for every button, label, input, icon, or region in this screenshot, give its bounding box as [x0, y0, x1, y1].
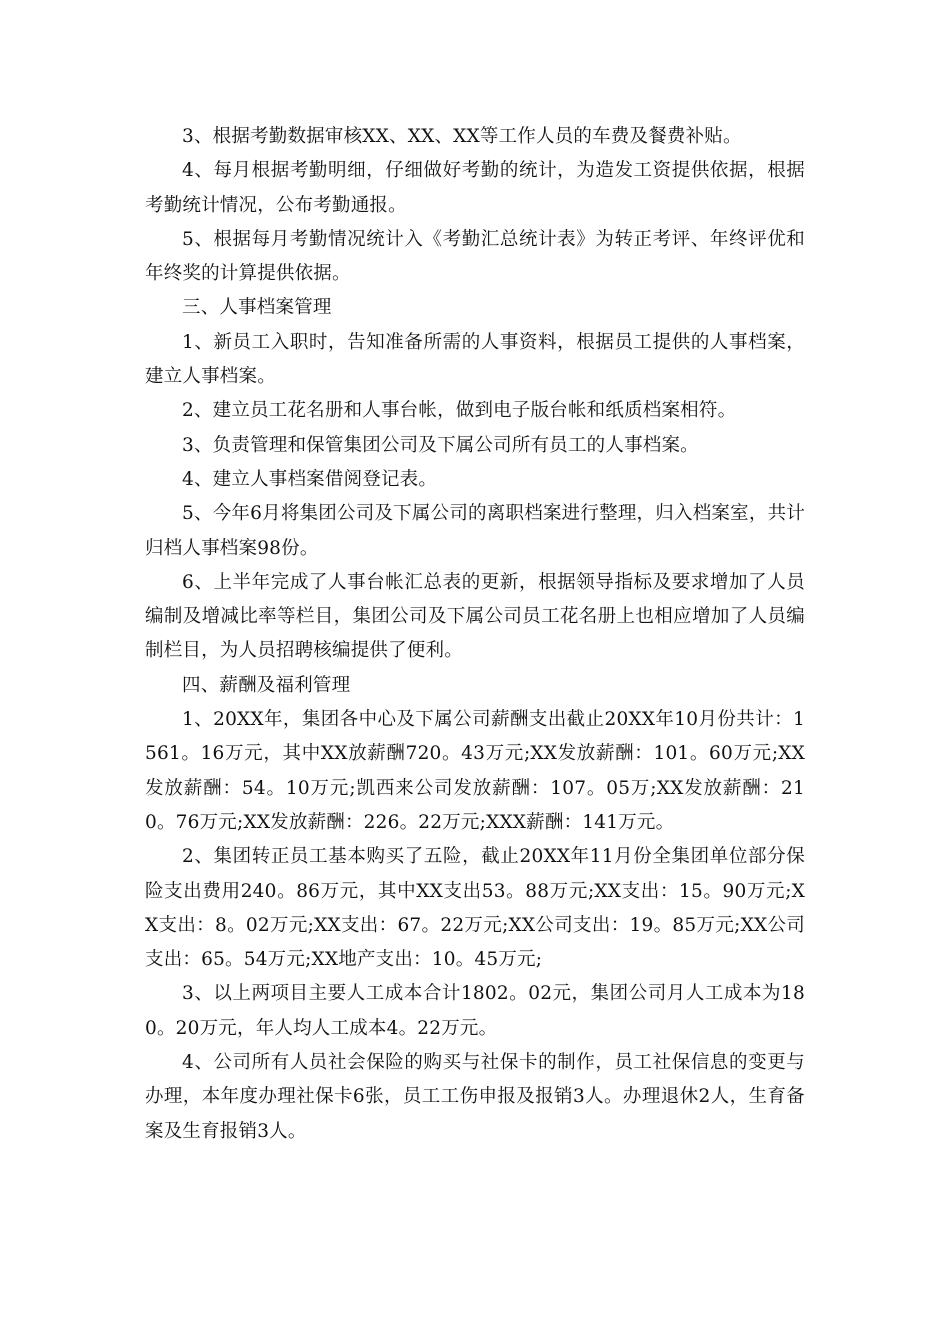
paragraph-files-1: 1、新员工入职时，告知准备所需的人事资料，根据员工提供的人事档案，建立人事档案。	[145, 331, 805, 388]
document-body	[145, 120, 805, 1149]
paragraph-attendance-5: 5、根据每月考勤情况统计入《考勤汇总统计表》为转正考评、年终评优和年终奖的计算提供依据。	[145, 228, 805, 285]
paragraph-compensation-1: 1、20XX年，集团各中心及下属公司薪酬支出截止20XX年10月份共计：1561。16万元，其中XX放薪酬720。43万元;XX发放薪酬：101。60万元;XX发放薪酬：54。10万元;凯西来公司发放薪酬：107。05万;XX发放薪酬：210。76万元;XX发放薪酬：226。22万元;XXX薪酬：141万元。	[145, 709, 805, 833]
paragraph-compensation-4: 4、公司所有人员社会保险的购买与社保卡的制作，员工社保信息的变更与办理，本年度办理社保卡6张，员工工伤申报及报销3人。办理退休2人，生育备案及生育报销3人。	[145, 1052, 805, 1142]
paragraph-attendance-3: 3、根据考勤数据审核XX、XX、XX等工作人员的车费及餐费补贴。	[182, 126, 742, 147]
paragraph-compensation-3: 3、以上两项目主要人工成本合计1802。02元，集团公司月人工成本为180。20万元，年人均人工成本4。22万元。	[145, 983, 805, 1039]
section-heading-personnel-files: 三、人事档案管理	[182, 297, 332, 319]
paragraph-attendance-4: 4、每月根据考勤明细，仔细做好考勤的统计，为造发工资提供依据，根据考勤统计情况，公布考勤通报。	[145, 160, 805, 216]
paragraph-files-5: 5、今年6月将集团公司及下属公司的离职档案进行整理，归入档案室，共计归档人事档案98份。	[145, 503, 805, 559]
paragraph-compensation-2: 2、集团转正员工基本购买了五险，截止20XX年11月份全集团单位部分保险支出费用240。86万元，其中XX支出53。88万元;XX支出：15。90万元;XX支出：8。02万元;XX支出：67。22万元;XX公司支出：19。85万元;XX公司支出：65。54万元;XX地产支出：10。45万元;	[145, 846, 805, 971]
paragraph-files-4: 4、建立人事档案借阅登记表。	[182, 468, 438, 490]
section-heading-compensation: 四、薪酬及福利管理	[182, 674, 351, 696]
paragraph-files-6: 6、上半年完成了人事台帐汇总表的更新，根据领导指标及要求增加了人员编制及增减比率等栏目，集团公司及下属公司员工花名册上也相应增加了人员编制栏目，为人员招聘核编提供了便利。	[145, 571, 805, 662]
paragraph-files-3: 3、负责管理和保管集团公司及下属公司所有员工的人事档案。	[182, 434, 699, 456]
paragraph-files-2: 2、建立员工花名册和人事台帐，做到电子版台帐和纸质档案相符。	[182, 400, 737, 422]
